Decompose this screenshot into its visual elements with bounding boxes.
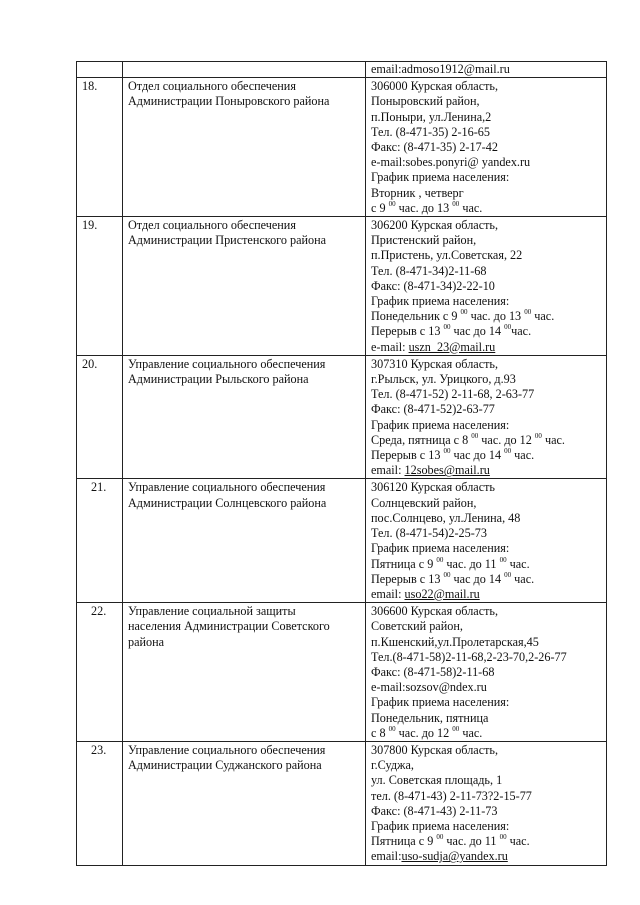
contact-text: час. до 13 xyxy=(467,309,525,324)
contact-line xyxy=(371,170,602,185)
contact-text: г.Рыльск, ул. Урицкого, д.93 xyxy=(371,372,516,387)
contact-line xyxy=(371,387,602,402)
contact-text: График приема населения: xyxy=(371,417,510,432)
time-superscript: 00 xyxy=(499,555,507,564)
contact-line xyxy=(371,233,602,248)
contact-line xyxy=(371,665,602,680)
contact-line xyxy=(371,110,602,125)
contact-line xyxy=(371,79,602,94)
contact-text: Тел. (8-471-52) 2-11-68, 2-63-77 xyxy=(371,387,535,402)
number-cell xyxy=(77,603,123,742)
time-superscript: 00 xyxy=(436,833,444,842)
contact-text: 306200 Курская область, xyxy=(371,218,499,233)
contact-line xyxy=(371,94,602,109)
email-link[interactable]: uszn_23@mail.ru xyxy=(408,339,496,354)
row-number: 19. xyxy=(82,218,98,233)
organization-name-line: Управление социального обеспечения xyxy=(128,356,326,371)
organization-name-line: Администрации Суджанского района xyxy=(128,758,322,773)
contact-text: e-mail:sobes.ponyri@ yandex.ru xyxy=(371,155,531,170)
email-link[interactable]: 12sobes@mail.ru xyxy=(404,463,490,478)
contact-line xyxy=(371,186,602,201)
time-superscript: 00 xyxy=(443,323,451,332)
table-row xyxy=(77,78,607,217)
contact-line xyxy=(371,140,602,155)
contact-line xyxy=(371,248,602,263)
contact-text: Факс: (8-471-34)2-22-10 xyxy=(371,278,495,293)
time-superscript: 00 xyxy=(471,431,479,440)
contact-text: График приема населения: xyxy=(371,170,510,185)
contacts-cell xyxy=(366,355,607,479)
time-superscript: 00 xyxy=(460,308,468,317)
contact-text: час. xyxy=(541,432,565,447)
email-line: email:admoso1912@mail.ru xyxy=(371,62,510,76)
email-link[interactable]: uso-sudja@yandex.ru xyxy=(401,849,508,864)
contact-text: e-mail: xyxy=(371,339,409,354)
contact-line xyxy=(371,279,602,294)
contact-line xyxy=(371,849,602,864)
contact-text: 307310 Курская область, xyxy=(371,356,499,371)
contact-text: Пристенский район, xyxy=(371,233,477,248)
contact-text: час. до 12 xyxy=(395,725,453,740)
time-superscript: 00 xyxy=(388,724,396,733)
time-superscript: 00 xyxy=(452,724,460,733)
contact-line xyxy=(371,758,602,773)
contact-text: Перерыв с 13 xyxy=(371,571,444,586)
contact-line xyxy=(371,773,602,788)
table-row-continued xyxy=(77,62,607,78)
contact-text: Тел. (8-471-54)2-25-73 xyxy=(371,526,487,541)
time-superscript: 00 xyxy=(443,570,451,579)
organization-cell xyxy=(123,78,366,217)
table-row xyxy=(77,355,607,479)
contact-text: Тел. (8-471-35) 2-16-65 xyxy=(371,124,490,139)
contact-line xyxy=(371,309,602,324)
organization-name-line: Администрации Поныровского района xyxy=(128,94,330,109)
social-services-table xyxy=(76,61,607,866)
contact-line xyxy=(371,604,602,619)
organization-name-line: Администрации Солнцевского района xyxy=(128,495,327,510)
organization-cell xyxy=(123,479,366,603)
row-number: 20. xyxy=(82,356,98,371)
contact-line xyxy=(371,819,602,834)
contact-text: час. xyxy=(459,725,483,740)
contact-line xyxy=(371,680,602,695)
organization-cell xyxy=(123,62,366,78)
table-body xyxy=(77,62,607,866)
contact-text: 306600 Курская область, xyxy=(371,604,499,619)
contact-line xyxy=(371,402,602,417)
organization-cell xyxy=(123,741,366,865)
contact-text: час. xyxy=(506,556,530,571)
contact-line xyxy=(371,463,602,478)
contact-text: п.Поныри, ул.Ленина,2 xyxy=(371,109,492,124)
organization-cell xyxy=(123,217,366,356)
contact-text: Тел. (8-471-34)2-11-68 xyxy=(371,263,487,278)
contacts-cell xyxy=(366,479,607,603)
contact-text: Пятница с 9 xyxy=(371,834,437,849)
contact-line xyxy=(371,448,602,463)
table-row xyxy=(77,479,607,603)
number-cell xyxy=(77,479,123,603)
contact-text: График приема населения: xyxy=(371,294,510,309)
contact-text: Факс: (8-471-58)2-11-68 xyxy=(371,664,495,679)
organization-name-line: Администрации Рыльского района xyxy=(128,372,309,387)
contact-line xyxy=(371,433,602,448)
contact-text: 306120 Курская область xyxy=(371,480,495,495)
contact-text: График приема населения: xyxy=(371,695,510,710)
contact-text: Тел.(8-471-58)2-11-68,2-23-70,2-26-77 xyxy=(371,649,567,664)
contact-text: час. xyxy=(511,571,535,586)
contact-line xyxy=(371,804,602,819)
contact-text: час. до 11 xyxy=(443,556,500,571)
organization-name-line: Отдел социального обеспечения xyxy=(128,218,296,233)
number-cell xyxy=(77,62,123,78)
contact-text: с 8 xyxy=(371,725,389,740)
contact-text: час. до 11 xyxy=(443,834,500,849)
table-row xyxy=(77,217,607,356)
number-cell xyxy=(77,355,123,479)
contact-text: 306000 Курская область, xyxy=(371,79,499,94)
contact-line xyxy=(371,324,602,339)
organization-name-line: Управление социального обеспечения xyxy=(128,480,326,495)
number-cell xyxy=(77,741,123,865)
contact-line xyxy=(371,218,602,233)
row-number: 21. xyxy=(91,480,107,495)
organization-name-line: Управление социальной защиты xyxy=(128,604,296,619)
contact-text: час. до 13 xyxy=(395,200,453,215)
contact-line xyxy=(371,635,602,650)
organization-name-line: населения Администрации Советского xyxy=(128,619,330,634)
time-superscript: 00 xyxy=(504,447,512,456)
contacts-cell xyxy=(366,78,607,217)
contact-text: email: xyxy=(371,463,405,478)
time-superscript: 00 xyxy=(524,308,532,317)
document-page xyxy=(76,61,606,866)
contact-text: час. xyxy=(459,200,483,215)
time-superscript: 00 xyxy=(452,199,460,208)
contact-text: e-mail:sozsov@ndex.ru xyxy=(371,680,487,695)
contact-line xyxy=(371,619,602,634)
organization-cell xyxy=(123,355,366,479)
contact-line xyxy=(371,587,602,602)
contact-text: час. до 12 xyxy=(478,432,535,447)
time-superscript: 00 xyxy=(388,199,396,208)
contact-text: Советский район, xyxy=(371,619,463,634)
contact-text: час. xyxy=(511,324,532,339)
contact-text: час. xyxy=(511,448,535,463)
contact-line xyxy=(371,418,602,433)
contact-text: п.Пристень, ул.Советская, 22 xyxy=(371,248,523,263)
row-number: 23. xyxy=(91,742,107,757)
contact-line xyxy=(371,480,602,495)
number-cell xyxy=(77,78,123,217)
time-superscript: 00 xyxy=(443,447,451,456)
contact-text: Факс: (8-471-52)2-63-77 xyxy=(371,402,495,417)
contact-text: Солнцевский район, xyxy=(371,495,477,510)
contact-text: График приема населения: xyxy=(371,818,510,833)
contact-line xyxy=(371,526,602,541)
contact-line xyxy=(371,340,602,355)
row-number: 18. xyxy=(82,79,98,94)
email-link[interactable]: uso22@mail.ru xyxy=(404,586,480,601)
organization-name-line: Администрации Пристенского района xyxy=(128,233,327,248)
contact-line xyxy=(371,711,602,726)
contact-text: Перерыв с 13 xyxy=(371,448,444,463)
contact-text: Понедельник с 9 xyxy=(371,309,461,324)
time-superscript: 00 xyxy=(534,431,542,440)
contact-text: Поныровский район, xyxy=(371,94,480,109)
contact-line xyxy=(371,743,602,758)
organization-name-line: Управление социального обеспечения xyxy=(128,742,326,757)
contact-text: Среда, пятница с 8 xyxy=(371,432,472,447)
row-number: 22. xyxy=(91,604,107,619)
contact-line xyxy=(371,789,602,804)
contact-text: п.Кшенский,ул.Пролетарская,45 xyxy=(371,634,539,649)
contact-text: Понедельник, пятница xyxy=(371,710,489,725)
contact-text: час до 14 xyxy=(450,324,505,339)
contacts-cell xyxy=(366,741,607,865)
contact-line xyxy=(371,496,602,511)
contact-line xyxy=(371,726,602,741)
contact-text: График приема населения: xyxy=(371,541,510,556)
contact-text: Вторник , четверг xyxy=(371,185,464,200)
time-superscript: 00 xyxy=(436,555,444,564)
contact-text: час. xyxy=(531,309,555,324)
organization-name-line: Отдел социального обеспечения xyxy=(128,79,296,94)
contact-line xyxy=(371,294,602,309)
contacts-cell xyxy=(366,217,607,356)
contact-text: час до 14 xyxy=(450,448,505,463)
contact-text: Факс: (8-471-43) 2-11-73 xyxy=(371,803,498,818)
contact-text: 307800 Курская область, xyxy=(371,742,499,757)
contact-line xyxy=(371,834,602,849)
contacts-cell xyxy=(366,62,607,78)
table-row xyxy=(77,603,607,742)
contact-text: тел. (8-471-43) 2-11-73?2-15-77 xyxy=(371,788,532,803)
contact-line xyxy=(371,155,602,170)
contact-text: email: xyxy=(371,586,405,601)
time-superscript: 00 xyxy=(504,570,512,579)
contact-text: г.Суджа, xyxy=(371,758,414,773)
contact-text: пос.Солнцево, ул.Ленина, 48 xyxy=(371,510,521,525)
organization-cell xyxy=(123,603,366,742)
table-row xyxy=(77,741,607,865)
contact-text: Факс: (8-471-35) 2-17-42 xyxy=(371,140,498,155)
contact-line xyxy=(371,541,602,556)
number-cell xyxy=(77,217,123,356)
time-superscript: 00 xyxy=(504,323,512,332)
contact-line xyxy=(371,695,602,710)
time-superscript: 00 xyxy=(499,833,507,842)
contact-line xyxy=(371,572,602,587)
contact-line xyxy=(371,357,602,372)
contact-line xyxy=(371,264,602,279)
contact-text: Пятница с 9 xyxy=(371,556,437,571)
organization-name-line: района xyxy=(128,634,165,649)
contact-line xyxy=(371,201,602,216)
contact-text: Перерыв с 13 xyxy=(371,324,444,339)
contact-line xyxy=(371,125,602,140)
contact-text: ул. Советская площадь, 1 xyxy=(371,773,503,788)
contact-text: с 9 xyxy=(371,200,389,215)
contacts-cell xyxy=(366,603,607,742)
contact-line xyxy=(371,557,602,572)
contact-line xyxy=(371,650,602,665)
contact-text: email: xyxy=(371,849,402,864)
contact-text: час до 14 xyxy=(450,571,505,586)
contact-line xyxy=(371,511,602,526)
contact-text: час. xyxy=(506,834,530,849)
contact-line xyxy=(371,372,602,387)
